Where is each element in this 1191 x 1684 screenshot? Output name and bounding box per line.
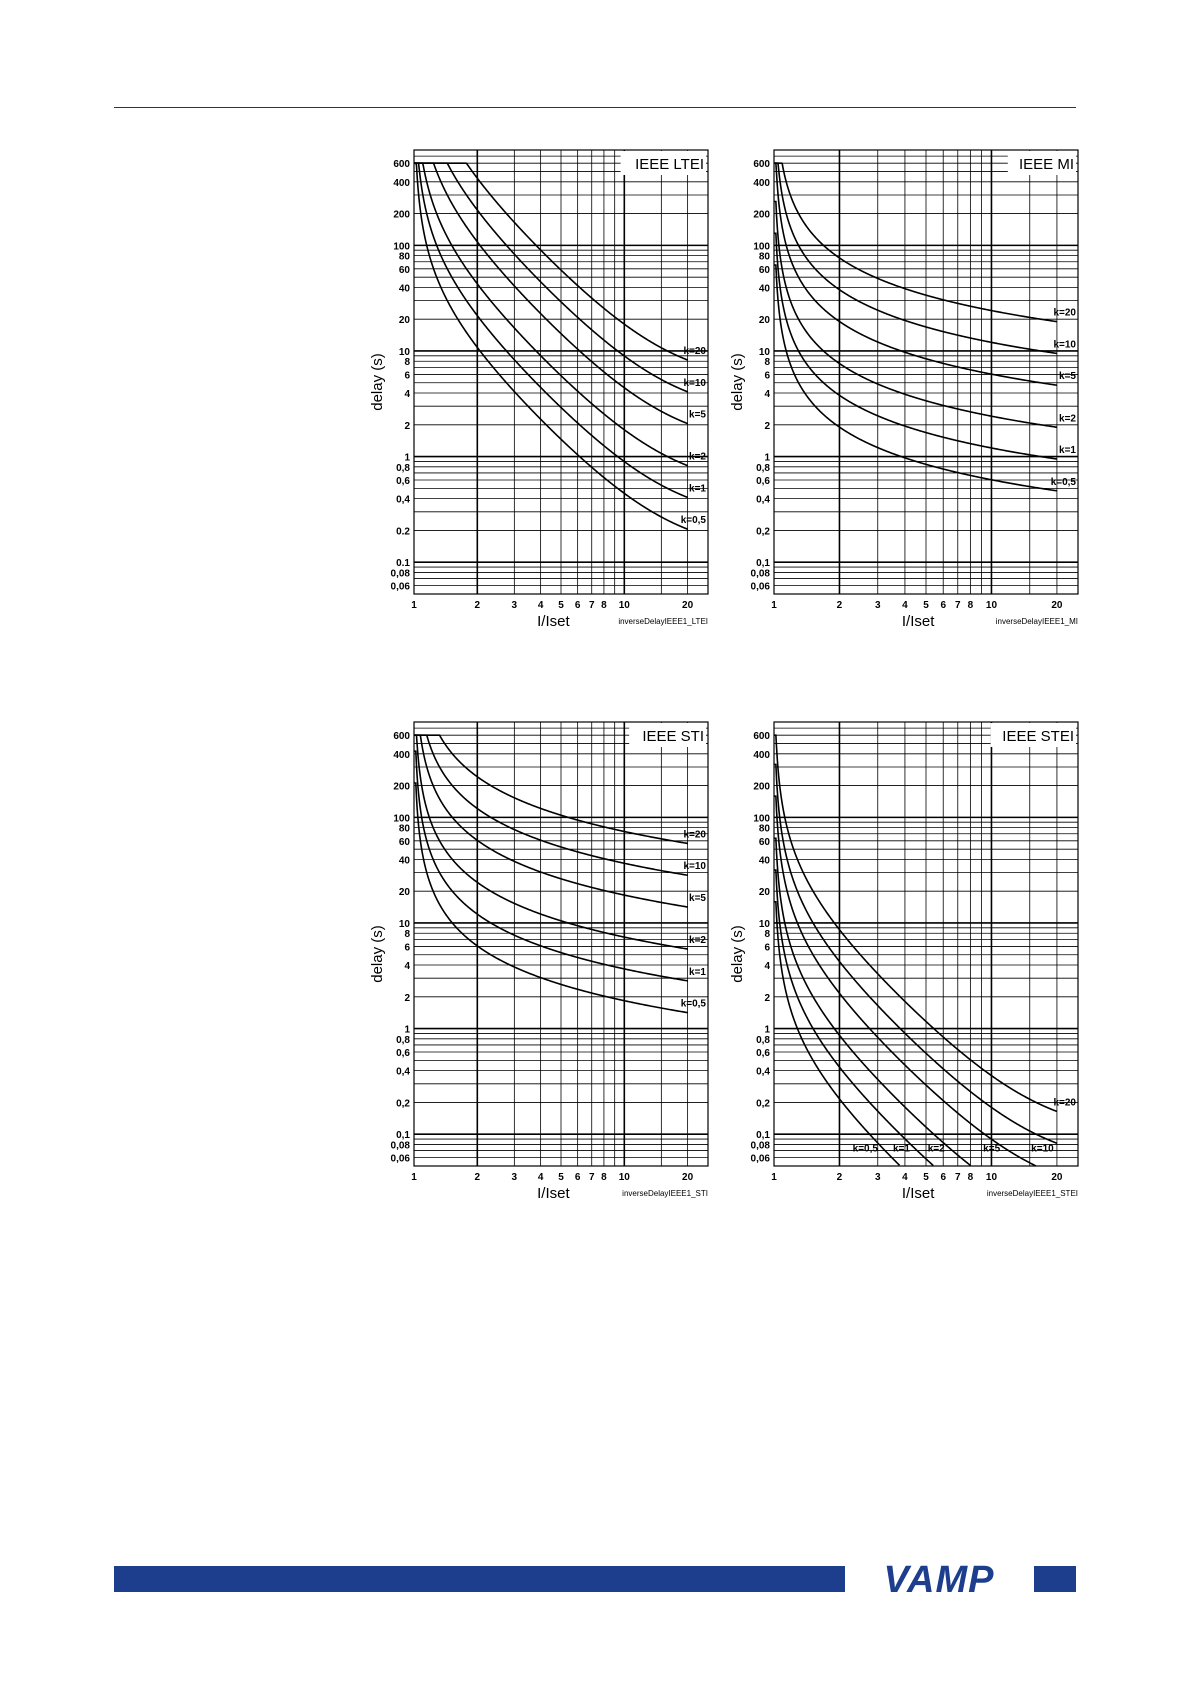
y-tick-label: 0,06 bbox=[750, 581, 770, 593]
series-curve bbox=[774, 163, 1057, 321]
footer-bar bbox=[114, 1566, 845, 1592]
y-tick-label: 4 bbox=[404, 961, 410, 973]
y-tick-label: 60 bbox=[758, 264, 770, 276]
y-tick-label: 8 bbox=[764, 357, 770, 369]
y-tick-label: 0,8 bbox=[396, 462, 410, 474]
y-tick-label: 0,2 bbox=[756, 1098, 770, 1110]
chart-ieee-sti bbox=[360, 712, 720, 1212]
series-label: k=5 bbox=[1059, 371, 1076, 383]
x-tick-label: 7 bbox=[588, 600, 595, 611]
x-axis-label: I/Iset bbox=[901, 613, 935, 630]
y-tick-label: 0.2 bbox=[396, 526, 410, 538]
x-tick-label: 1 bbox=[771, 600, 777, 611]
y-tick-label: 0,1 bbox=[756, 558, 770, 570]
y-tick-label: 8 bbox=[404, 929, 410, 941]
series-label: k=20 bbox=[1053, 1097, 1076, 1109]
y-tick-label: 0,08 bbox=[750, 1140, 770, 1152]
series-label: k=20 bbox=[683, 829, 706, 841]
series-label: k=1 bbox=[892, 1143, 910, 1155]
y-tick-label: 0,6 bbox=[756, 476, 770, 488]
x-tick-label: 3 bbox=[511, 600, 518, 611]
x-tick-label: 4 bbox=[537, 600, 544, 611]
y-tick-label: 0,8 bbox=[756, 462, 770, 474]
series-label: k=10 bbox=[1053, 339, 1076, 351]
y-axis-label: delay (s) bbox=[729, 353, 746, 411]
y-tick-label: 400 bbox=[753, 749, 770, 761]
y-tick-label: 400 bbox=[393, 177, 410, 189]
y-tick-label: 20 bbox=[398, 887, 410, 899]
y-tick-label: 0,8 bbox=[756, 1034, 770, 1046]
y-tick-label: 4 bbox=[764, 389, 770, 401]
x-tick-label: 2 bbox=[474, 1172, 481, 1183]
y-tick-label: 80 bbox=[398, 823, 410, 835]
y-tick-label: 2 bbox=[404, 992, 410, 1004]
x-tick-label: 10 bbox=[618, 600, 630, 611]
y-tick-label: 2 bbox=[764, 420, 770, 432]
y-tick-label: 0,6 bbox=[396, 476, 410, 488]
series-label: k=10 bbox=[1031, 1143, 1054, 1155]
series-label: k=1 bbox=[689, 966, 706, 978]
y-tick-label: 80 bbox=[758, 823, 770, 835]
x-tick-label: 4 bbox=[902, 600, 908, 611]
series-label: k=20 bbox=[683, 346, 706, 358]
y-tick-label: 0,4 bbox=[756, 1066, 770, 1078]
y-tick-label: 0,4 bbox=[756, 494, 770, 506]
y-tick-label: 0.1 bbox=[396, 558, 410, 570]
y-tick-label: 20 bbox=[758, 315, 770, 327]
y-tick-label: 1 bbox=[404, 1024, 410, 1036]
y-tick-label: 4 bbox=[764, 961, 770, 973]
series-label: k=2 bbox=[927, 1143, 945, 1155]
x-tick-label: 20 bbox=[682, 1172, 694, 1183]
chart-footnote: inverseDelayIEEE1_MI bbox=[995, 617, 1078, 626]
series-label: k=0,5 bbox=[1050, 476, 1076, 488]
y-tick-label: 10 bbox=[758, 346, 770, 358]
y-tick-label: 0,8 bbox=[396, 1034, 410, 1046]
x-tick-label: 6 bbox=[574, 1172, 581, 1183]
chart-footnote: inverseDelayIEEE1_LTEI bbox=[618, 617, 708, 626]
y-tick-label: 10 bbox=[758, 918, 770, 930]
y-tick-label: 200 bbox=[393, 781, 410, 793]
y-tick-label: 100 bbox=[753, 241, 770, 253]
x-tick-label: 7 bbox=[588, 1172, 595, 1183]
x-tick-label: 4 bbox=[902, 1172, 908, 1183]
y-tick-label: 40 bbox=[758, 855, 770, 867]
chart-ieee-mi bbox=[720, 140, 1090, 640]
x-axis-label: I/Iset bbox=[537, 1185, 570, 1202]
y-tick-label: 400 bbox=[753, 177, 770, 189]
series-label: k=10 bbox=[683, 377, 706, 389]
series-label: k=5 bbox=[983, 1143, 1001, 1155]
series-curve bbox=[774, 163, 1057, 385]
x-tick-label: 20 bbox=[1051, 1172, 1063, 1183]
chart-ieee-stei bbox=[720, 712, 1090, 1212]
series-curve bbox=[414, 735, 688, 907]
y-tick-label: 100 bbox=[753, 813, 770, 825]
x-tick-label: 5 bbox=[558, 1172, 564, 1183]
y-tick-label: 200 bbox=[753, 781, 770, 793]
x-tick-label: 8 bbox=[601, 1172, 607, 1183]
chart-title: IEEE MI bbox=[1018, 156, 1074, 173]
series-label: k=1 bbox=[1059, 445, 1076, 457]
x-tick-label: 10 bbox=[985, 1172, 998, 1183]
y-tick-label: 600 bbox=[393, 731, 410, 743]
x-tick-label: 1 bbox=[411, 1172, 417, 1183]
x-tick-label: 5 bbox=[923, 1172, 929, 1183]
y-tick-label: 0,6 bbox=[396, 1048, 410, 1060]
series-curve bbox=[414, 163, 688, 423]
y-tick-label: 0,1 bbox=[396, 1130, 410, 1142]
x-tick-label: 6 bbox=[940, 1172, 947, 1183]
plot-grid bbox=[414, 722, 708, 1166]
y-tick-label: 40 bbox=[398, 283, 410, 295]
plot-grid bbox=[774, 722, 1078, 1166]
y-tick-label: 10 bbox=[398, 346, 410, 358]
y-tick-label: 6 bbox=[764, 942, 770, 954]
chart-title: IEEE LTEI bbox=[635, 156, 704, 173]
y-tick-label: 2 bbox=[404, 420, 410, 432]
y-tick-label: 4 bbox=[404, 389, 410, 401]
x-tick-label: 2 bbox=[474, 600, 481, 611]
y-tick-label: 0,08 bbox=[390, 1140, 410, 1152]
x-tick-label: 3 bbox=[874, 600, 881, 611]
series-label: k=0,5 bbox=[680, 998, 706, 1010]
y-tick-label: 10 bbox=[398, 918, 410, 930]
y-tick-label: 0,06 bbox=[750, 1153, 770, 1165]
series-curve bbox=[774, 764, 1057, 1143]
y-tick-label: 0,2 bbox=[396, 1098, 410, 1110]
series-curve bbox=[774, 163, 1057, 353]
x-tick-label: 5 bbox=[558, 600, 564, 611]
y-tick-label: 1 bbox=[764, 1024, 770, 1036]
series-label: k=2 bbox=[1059, 413, 1076, 425]
y-tick-label: 60 bbox=[398, 264, 410, 276]
y-tick-label: 0,06 bbox=[390, 1153, 410, 1165]
x-axis-label: I/Iset bbox=[901, 1185, 935, 1202]
y-tick-label: 200 bbox=[753, 209, 770, 221]
series-label: k=20 bbox=[1053, 307, 1076, 319]
series-curve bbox=[774, 870, 933, 1166]
y-axis-label: delay (s) bbox=[729, 925, 746, 983]
y-tick-label: 0,1 bbox=[756, 1130, 770, 1142]
series-label: k=2 bbox=[689, 451, 706, 463]
y-tick-label: 0,06 bbox=[390, 581, 410, 593]
x-tick-label: 7 bbox=[954, 600, 961, 611]
x-tick-label: 2 bbox=[836, 600, 843, 611]
chart-title: IEEE STEI bbox=[1002, 728, 1074, 745]
y-axis-label: delay (s) bbox=[369, 353, 386, 411]
y-tick-label: 60 bbox=[758, 836, 770, 848]
x-tick-label: 4 bbox=[537, 1172, 544, 1183]
y-tick-label: 0,08 bbox=[390, 568, 410, 580]
chart-ieee-ltei bbox=[360, 140, 720, 640]
footer-bar-right bbox=[1034, 1566, 1076, 1592]
y-tick-label: 600 bbox=[753, 159, 770, 171]
series-label: k=10 bbox=[683, 861, 706, 873]
y-tick-label: 80 bbox=[758, 251, 770, 263]
x-tick-label: 3 bbox=[511, 1172, 518, 1183]
x-tick-label: 8 bbox=[967, 600, 974, 611]
y-tick-label: 20 bbox=[758, 887, 770, 899]
y-tick-label: 2 bbox=[764, 992, 770, 1004]
series-label: k=5 bbox=[689, 893, 706, 905]
y-tick-label: 0,08 bbox=[750, 568, 770, 580]
y-tick-label: 6 bbox=[764, 370, 770, 382]
y-tick-label: 0,4 bbox=[396, 494, 410, 506]
y-tick-label: 80 bbox=[398, 251, 410, 263]
y-tick-label: 6 bbox=[404, 370, 410, 382]
logo-text: VAMP bbox=[883, 1560, 995, 1598]
x-tick-label: 3 bbox=[874, 1172, 881, 1183]
y-tick-label: 100 bbox=[393, 813, 410, 825]
chart-title: IEEE STI bbox=[642, 728, 704, 745]
plot-grid bbox=[774, 150, 1078, 594]
vamp-logo bbox=[849, 1560, 1029, 1598]
x-tick-label: 20 bbox=[1051, 600, 1063, 611]
y-tick-label: 1 bbox=[404, 452, 410, 464]
y-tick-label: 20 bbox=[398, 315, 410, 327]
chart-footnote: inverseDelayIEEE1_STEI bbox=[986, 1189, 1078, 1198]
y-tick-label: 200 bbox=[393, 209, 410, 221]
x-tick-label: 6 bbox=[940, 600, 947, 611]
y-tick-label: 0,4 bbox=[396, 1066, 410, 1078]
x-axis-label: I/Iset bbox=[537, 613, 570, 630]
y-axis-label: delay (s) bbox=[369, 925, 386, 983]
series-label: k=5 bbox=[689, 409, 706, 421]
plot-grid bbox=[414, 150, 708, 594]
header-rule bbox=[114, 107, 1076, 108]
y-tick-label: 8 bbox=[404, 357, 410, 369]
x-tick-label: 8 bbox=[967, 1172, 974, 1183]
y-tick-label: 40 bbox=[398, 855, 410, 867]
x-tick-label: 20 bbox=[682, 600, 694, 611]
y-tick-label: 400 bbox=[393, 749, 410, 761]
y-tick-label: 60 bbox=[398, 836, 410, 848]
y-tick-label: 8 bbox=[764, 929, 770, 941]
x-tick-label: 8 bbox=[601, 600, 607, 611]
series-label: k=0,5 bbox=[680, 515, 706, 527]
y-tick-label: 1 bbox=[764, 452, 770, 464]
y-tick-label: 0,6 bbox=[756, 1048, 770, 1060]
y-tick-label: 600 bbox=[393, 159, 410, 171]
chart-footnote: inverseDelayIEEE1_STI bbox=[622, 1189, 708, 1198]
y-tick-label: 6 bbox=[404, 942, 410, 954]
series-label: k=0,5 bbox=[852, 1143, 878, 1155]
x-tick-label: 1 bbox=[411, 600, 417, 611]
x-tick-label: 5 bbox=[923, 600, 929, 611]
x-tick-label: 6 bbox=[574, 600, 581, 611]
x-tick-label: 7 bbox=[954, 1172, 961, 1183]
y-tick-label: 600 bbox=[753, 731, 770, 743]
x-tick-label: 10 bbox=[618, 1172, 630, 1183]
series-curve bbox=[414, 163, 688, 529]
y-tick-label: 40 bbox=[758, 283, 770, 295]
series-curve bbox=[774, 838, 971, 1165]
x-tick-label: 10 bbox=[985, 600, 998, 611]
x-tick-label: 2 bbox=[836, 1172, 843, 1183]
series-label: k=1 bbox=[689, 483, 706, 495]
y-tick-label: 0,2 bbox=[756, 526, 770, 538]
series-label: k=2 bbox=[689, 935, 706, 947]
x-tick-label: 1 bbox=[771, 1172, 777, 1183]
y-tick-label: 100 bbox=[393, 241, 410, 253]
